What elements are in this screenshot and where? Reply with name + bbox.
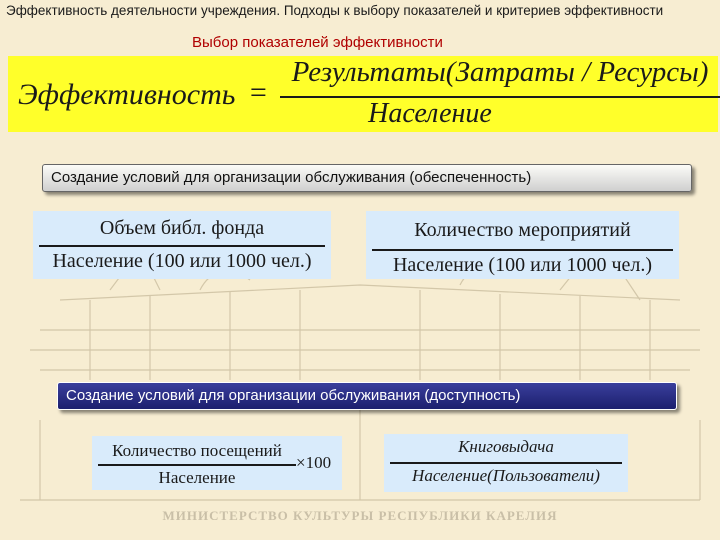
footer-ministry-caption: МИНИСТЕРСТВО КУЛЬТУРЫ РЕСПУБЛИКИ КАРЕЛИЯ [162,508,558,523]
formula-multiplier: ×100 [296,453,332,472]
formula-denominator: Население(Пользователи) [412,466,600,485]
formula-numerator: Количество посещений [112,441,282,460]
formula-lhs: Эффективность [18,78,236,111]
formula-box-visits [92,436,342,490]
formula-fraction-bar [372,249,673,251]
formula-box-book-lending [384,434,628,492]
formula-fraction-bar [39,245,325,247]
formula-box-events [366,211,679,279]
slide-subtitle: Выбор показателей эффективности [192,34,443,51]
formula-denominator: Население (100 или 1000 чел.) [52,250,312,272]
formula-fraction-bar [390,462,622,464]
formula-denominator: Население [158,468,236,487]
slide-title: Эффективность деятельности учреждения. Подходы к выбору показателей и критериев эффективности [6,3,664,18]
formula-box-library-fund [33,211,331,279]
formula-fraction-bar [98,464,296,466]
formula-denominator: Население [368,98,492,129]
main-formula [8,56,718,132]
formula-denominator: Население (100 или 1000 чел.) [392,254,653,276]
formula-numerator: Объем библ. фонда [99,217,265,239]
section-header-provision: Создание условий для организации обслуживания (обеспеченность) [42,164,692,192]
formula-numerator: Результаты(Затраты / Ресурсы) [291,56,709,88]
formula-numerator: Книговыдача [458,437,554,456]
formula-equals-sign: = [248,76,269,109]
formula-numerator: Количество мероприятий [414,219,631,241]
section-header-accessibility: Создание условий для организации обслуживания (доступность) [57,382,677,410]
